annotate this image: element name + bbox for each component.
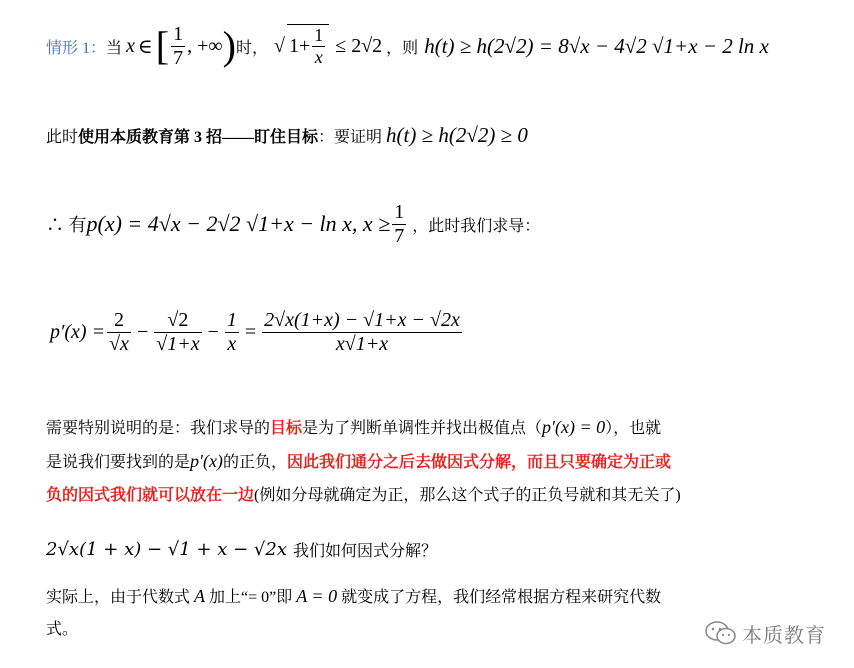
para1-math2: p′(x): [190, 451, 223, 471]
strategy-prefix: 此时: [46, 128, 79, 146]
ineq-frac-num: 1: [314, 25, 324, 45]
equation-paragraph: [46, 580, 786, 646]
explanation-paragraph: [46, 411, 806, 512]
wechat-icon: [704, 620, 738, 646]
p-formula: p(x) = 4√x − 2√2 √1+x − ln x, x ≥: [86, 211, 391, 236]
case1-line: [46, 22, 769, 70]
para2-A1: A: [194, 586, 206, 606]
factor-expr: 2√x(1 + x) − √1 + x − √2x: [46, 538, 287, 560]
deriv-t4-den: x√1+x: [262, 332, 462, 356]
deriv-term3: [225, 309, 239, 356]
ineq-fraction: [312, 25, 325, 68]
strategy-line: [46, 120, 528, 150]
case-intro: 当: [106, 39, 123, 57]
interval-fraction: [171, 23, 185, 70]
watermark-text: 本质教育: [742, 623, 826, 647]
interval-tail: , +∞: [187, 34, 223, 57]
deriv-minus2: −: [207, 320, 219, 343]
deriv-term4: [262, 309, 462, 356]
para1-d: 是说我们要找到的是: [46, 454, 191, 471]
ineq-rhs: ≤ 2√2: [335, 34, 383, 57]
para1-f: (例如分母就确定为正，那么这个式子的正负号就和其无关了): [254, 487, 681, 504]
para1-red2: 因此我们通分之后去做因式分解，而且只要确定为正或: [286, 454, 671, 471]
case-shi: 时，: [235, 39, 268, 57]
deriv-term2: [154, 309, 201, 356]
interval-frac-num: 1: [173, 22, 184, 45]
para2-c: 就变成了方程，我们经常根据方程来研究代数: [341, 589, 662, 606]
ineq-inner: 1+: [288, 35, 311, 57]
para2-b: 加上“= 0”即: [209, 589, 293, 606]
sqrt-sign: √: [273, 34, 285, 57]
para1-c: ），也就: [605, 420, 662, 437]
left-bracket: [: [155, 23, 170, 68]
case-label: 情形 1：: [46, 39, 107, 57]
factor-question: 我们如何因式分解？: [292, 542, 437, 560]
para2-d: 式。: [46, 621, 79, 638]
deriv-eq: =: [244, 320, 257, 343]
p-tail: ，此时我们求导：: [412, 217, 541, 235]
right-paren: ): [222, 23, 236, 68]
p-frac-den: 7: [394, 224, 405, 247]
case1-rhs: h(t) ≥ h(2√2) = 8√x − 4√2 √1+x − 2 ln x: [424, 33, 769, 58]
factor-question-line: [46, 534, 437, 564]
ineq-frac-den: x: [312, 46, 325, 68]
case-ze: ，则: [386, 39, 419, 57]
var-x: x: [126, 34, 135, 57]
p-domain-fraction: [392, 201, 406, 248]
para2-A2: A = 0: [296, 586, 338, 606]
derivative-line: [50, 300, 464, 364]
deriv-term1: [107, 309, 131, 356]
strategy-bold: 使用本质教育第 3 招——盯住目标: [78, 128, 319, 146]
deriv-t2-num: √2: [167, 308, 189, 331]
therefore-text: ∴ 有: [46, 215, 87, 235]
para1-red3: 负的因式我们就可以放在一边: [46, 487, 255, 504]
define-p-line: [46, 196, 540, 252]
deriv-minus1: −: [136, 320, 149, 343]
p-frac-num: 1: [394, 200, 405, 223]
deriv-t4-num: 2√x(1+x) − √1+x − √2x: [264, 308, 460, 331]
ineq-radicand: [287, 24, 329, 68]
interval-frac-den: 7: [173, 46, 184, 69]
deriv-t1-num: 2: [114, 308, 124, 331]
para1-red-goal: 目标: [270, 420, 303, 437]
deriv-t2-den: √1+x: [156, 332, 200, 355]
deriv-t3-den: x: [225, 332, 239, 356]
deriv-t3-num: 1: [226, 308, 237, 331]
para1-math1: p′(x) = 0: [542, 417, 606, 437]
strategy-formula: h(t) ≥ h(2√2) ≥ 0: [386, 122, 528, 147]
para2-a: 实际上，由于代数式: [46, 589, 191, 606]
para1-a: 需要特别说明的是：我们求导的: [46, 420, 271, 437]
deriv-t1-den: √x: [109, 332, 129, 355]
deriv-lhs: p′(x) =: [50, 320, 106, 343]
strategy-suffix: ：要证明: [318, 128, 383, 146]
para1-b: 是为了判断单调性并找出极值点（: [302, 420, 543, 437]
in-symbol: ∈: [137, 35, 153, 58]
para1-e: 的正负，: [222, 454, 287, 471]
